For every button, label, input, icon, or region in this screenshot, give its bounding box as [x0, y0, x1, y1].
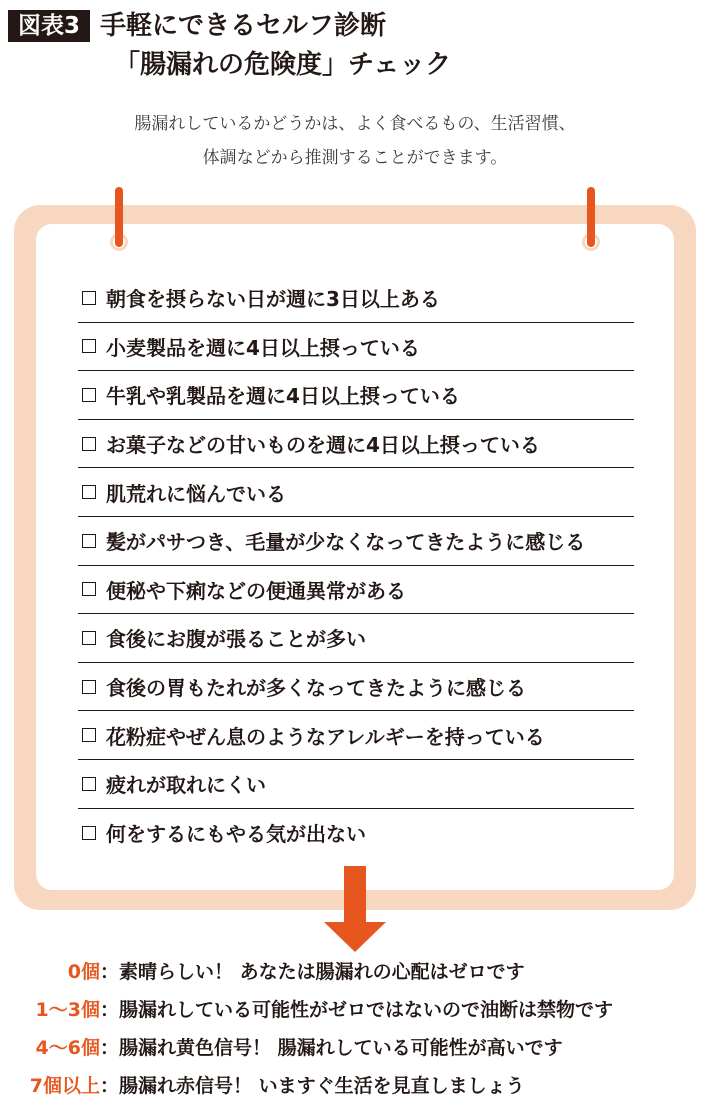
checkbox-icon[interactable]	[82, 388, 96, 402]
checkbox-icon[interactable]	[82, 437, 96, 451]
checklist-item-label: 食後の胃もたれが多くなってきたように感じる	[106, 676, 526, 701]
result-separator: ：	[100, 999, 120, 1021]
checklist-item[interactable]	[78, 323, 634, 372]
page-title: 手軽にできるセルフ診断	[100, 11, 387, 41]
result-row	[0, 996, 613, 1024]
checkbox-icon[interactable]	[82, 582, 96, 596]
arrow-down-icon	[320, 866, 390, 954]
checklist-item-label: 食後にお腹が張ることが多い	[106, 627, 366, 652]
result-row	[0, 1072, 525, 1100]
checkbox-icon[interactable]	[82, 680, 96, 694]
result-count: 1～3個	[35, 999, 100, 1021]
result-row	[0, 1034, 563, 1062]
checkbox-icon[interactable]	[82, 631, 96, 645]
intro-text-line-1: 腸漏れしているかどうかは、よく食べるもの、生活習慣、	[134, 114, 576, 134]
figure-label: 図表3	[8, 10, 90, 42]
binder-clip-icon	[587, 187, 595, 247]
checklist-item[interactable]	[78, 371, 634, 420]
checklist-item-label: 小麦製品を週に4日以上摂っている	[106, 335, 420, 360]
checkbox-icon[interactable]	[82, 339, 96, 353]
checklist-item-label: 牛乳や乳製品を週に4日以上摂っている	[106, 384, 460, 409]
checkbox-icon[interactable]	[82, 728, 96, 742]
checklist-item-label: 花粉症やぜん息のようなアレルギーを持っている	[106, 724, 545, 749]
checklist-item[interactable]	[78, 711, 634, 760]
checkbox-icon[interactable]	[82, 777, 96, 791]
result-row	[0, 958, 525, 986]
checklist	[78, 274, 634, 857]
checklist-item[interactable]	[78, 760, 634, 809]
result-separator: ：	[100, 961, 120, 983]
binder-clip-icon	[115, 187, 123, 247]
result-count: 0個	[67, 961, 100, 983]
checklist-item-label: 朝食を摂らない日が週に3日以上ある	[106, 287, 440, 312]
intro-text-line-2: 体調などから推測することができます。	[202, 148, 508, 168]
checklist-item[interactable]	[78, 809, 634, 858]
checkbox-icon[interactable]	[82, 485, 96, 499]
result-text: 腸漏れ赤信号！ いますぐ生活を見直しましょう	[119, 1075, 525, 1097]
result-text: 腸漏れ黄色信号！ 腸漏れしている可能性が高いです	[119, 1037, 563, 1059]
checklist-item[interactable]	[78, 517, 634, 566]
result-count: 4～6個	[35, 1037, 100, 1059]
result-text: 腸漏れしている可能性がゼロではないので油断は禁物です	[119, 999, 614, 1021]
checklist-item[interactable]	[78, 614, 634, 663]
checklist-item-label: 何をするにもやる気が出ない	[106, 822, 366, 847]
result-separator: ：	[100, 1075, 120, 1097]
page-subtitle: 「腸漏れの危険度」チェック	[114, 50, 452, 80]
result-separator: ：	[100, 1037, 120, 1059]
checklist-item-label: 便秘や下痢などの便通異常がある	[106, 578, 406, 603]
checklist-item[interactable]	[78, 468, 634, 517]
result-count: 7個以上	[29, 1075, 100, 1097]
checkbox-icon[interactable]	[82, 534, 96, 548]
checklist-item-label: 肌荒れに悩んでいる	[106, 481, 286, 506]
checklist-item-label: お菓子などの甘いものを週に4日以上摂っている	[106, 433, 540, 458]
checklist-item[interactable]	[78, 663, 634, 712]
checklist-item[interactable]	[78, 566, 634, 615]
result-text: 素晴らしい！ あなたは腸漏れの心配はゼロです	[119, 961, 525, 983]
checkbox-icon[interactable]	[82, 826, 96, 840]
checklist-item-label: 疲れが取れにくい	[106, 773, 266, 798]
checklist-item-label: 髪がパサつき、毛量が少なくなってきたように感じる	[106, 530, 586, 555]
checklist-item[interactable]	[78, 420, 634, 469]
checklist-item[interactable]	[78, 274, 634, 323]
checkbox-icon[interactable]	[82, 291, 96, 305]
